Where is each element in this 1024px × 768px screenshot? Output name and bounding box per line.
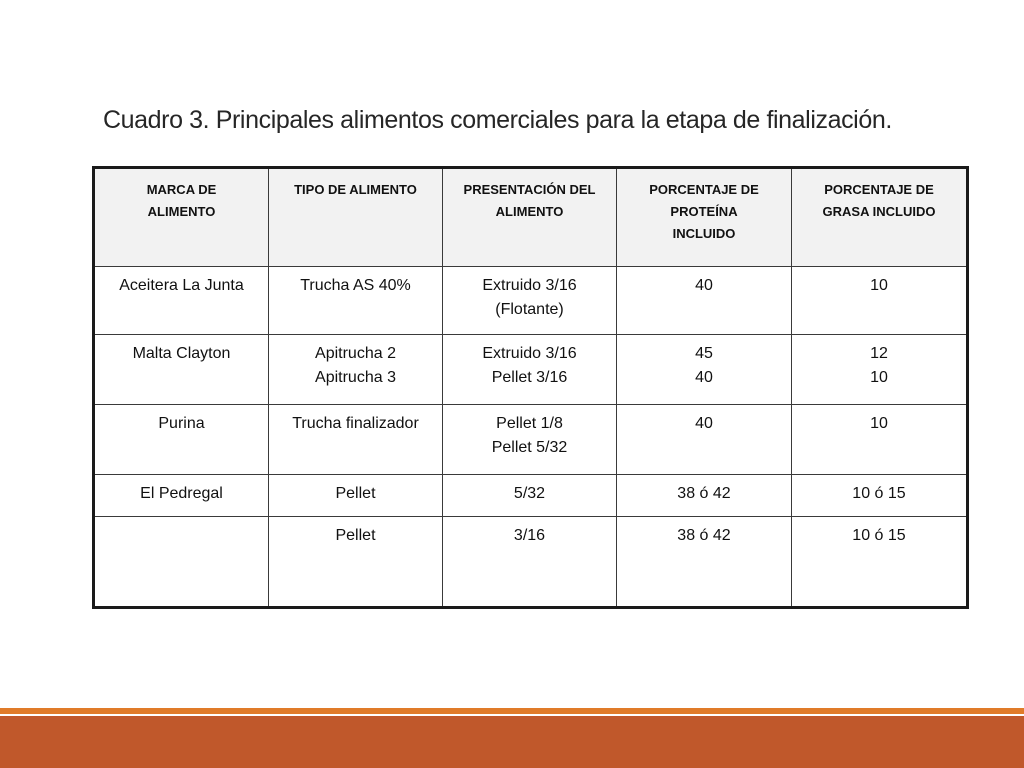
cell-presentacion: Extruido 3/16 Pellet 3/16	[443, 335, 617, 405]
cell-proteina: 45 40	[617, 335, 792, 405]
table-row	[94, 517, 968, 608]
cell-grasa: 10	[792, 405, 968, 475]
cell-tipo: Trucha AS 40%	[269, 267, 443, 335]
cell-tipo: Pellet	[269, 517, 443, 608]
feed-table	[92, 166, 969, 609]
header-marca: MARCA DE ALIMENTO	[94, 168, 269, 267]
cell-presentacion: 3/16	[443, 517, 617, 608]
cell-marca: Purina	[94, 405, 269, 475]
slide-title: Cuadro 3. Principales alimentos comerciales para la etapa de finalización.	[103, 106, 892, 134]
cell-marca: Malta Clayton	[94, 335, 269, 405]
table-header-row	[94, 168, 968, 267]
table-row	[94, 475, 968, 517]
accent-stripe	[0, 708, 1024, 714]
table-row	[94, 405, 968, 475]
header-proteina: PORCENTAJE DE PROTEÍNA INCLUIDO	[617, 168, 792, 267]
cell-grasa: 10 ó 15	[792, 475, 968, 517]
header-grasa: PORCENTAJE DE GRASA INCLUIDO	[792, 168, 968, 267]
cell-grasa: 12 10	[792, 335, 968, 405]
header-presentacion: PRESENTACIÓN DEL ALIMENTO	[443, 168, 617, 267]
cell-proteina: 40	[617, 405, 792, 475]
cell-proteina: 40	[617, 267, 792, 335]
cell-tipo: Pellet	[269, 475, 443, 517]
cell-presentacion: 5/32	[443, 475, 617, 517]
cell-presentacion: Pellet 1/8 Pellet 5/32	[443, 405, 617, 475]
table-row	[94, 335, 968, 405]
cell-grasa: 10 ó 15	[792, 517, 968, 608]
cell-tipo: Apitrucha 2 Apitrucha 3	[269, 335, 443, 405]
cell-proteina: 38 ó 42	[617, 517, 792, 608]
cell-grasa: 10	[792, 267, 968, 335]
header-tipo: TIPO DE ALIMENTO	[269, 168, 443, 267]
cell-marca: El Pedregal	[94, 475, 269, 517]
cell-marca	[94, 517, 269, 608]
cell-tipo: Trucha finalizador	[269, 405, 443, 475]
cell-presentacion: Extruido 3/16 (Flotante)	[443, 267, 617, 335]
cell-marca: Aceitera La Junta	[94, 267, 269, 335]
cell-proteina: 38 ó 42	[617, 475, 792, 517]
table-row	[94, 267, 968, 335]
footer-bar	[0, 716, 1024, 768]
